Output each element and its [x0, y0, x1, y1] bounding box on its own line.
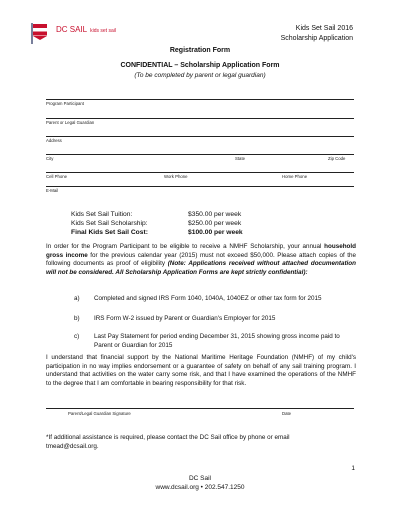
tuition-row [71, 211, 243, 220]
doc-text-a: Completed and signed IRS Form 1040, 1040A, 1040EZ or other tax form for 2015 [94, 295, 322, 302]
phone-line[interactable] [46, 172, 354, 173]
final-cost-value: $100.00 per week [188, 228, 243, 236]
address-line[interactable] [46, 136, 354, 137]
guardian-label: Parent or Legal Guardian [46, 120, 95, 125]
address-label: Address [46, 138, 62, 143]
city-label: City [46, 156, 54, 161]
signal-flag-icon [30, 22, 52, 44]
tuition-value: $350.00 per week [188, 211, 242, 218]
eligibility-text-a: In order for the Program Participant to be eligible to receive a NMHF Scholarship, your annual [46, 243, 325, 250]
eligibility-text-b: household gross income [46, 243, 356, 259]
work-label: Work Phone [164, 174, 188, 179]
scholarship-value: $250.00 per week [188, 219, 242, 227]
form-type: Scholarship Application [280, 35, 353, 42]
home-label: Home Phone [282, 174, 308, 179]
participant-label: Program Participant [46, 101, 84, 106]
confidential-title: CONFIDENTIAL – Scholarship Application Form [120, 62, 280, 69]
footer-org: DC Sail [188, 475, 212, 482]
scholarship-row [71, 220, 243, 229]
form-subtitle: (To be completed by parent or legal guardian) [134, 72, 266, 79]
final-cost-row [71, 229, 243, 238]
doc-marker-c: c) [74, 333, 80, 340]
email-label: E-Mail [46, 188, 59, 193]
email-line[interactable] [46, 186, 354, 187]
assistance-note: *If additional assistance is required, please contact the DC Sail office by phone or email tmead@dcsail.org. [46, 434, 290, 450]
guardian-line[interactable] [46, 118, 354, 119]
tuition-label: Kids Set Sail Tuition: [71, 211, 133, 218]
brand-tagline: kids set sail [90, 28, 116, 34]
scholarship-label: Kids Set Sail Scholarship: [71, 219, 148, 227]
eligibility-note: (Note: Applications received without attached documentation will not be considered. All Scholarship Application Forms are kept strictly confidential): [46, 260, 356, 276]
footer-contact: www.dcsail.org • 202.547.1250 [155, 484, 245, 491]
doc-marker-a: a) [74, 295, 80, 302]
brand-title: DC SAIL [56, 25, 88, 34]
date-label: Date [282, 411, 292, 416]
page-number: 1 [351, 465, 355, 472]
header-right [281, 24, 353, 44]
cell-label: Cell Phone [46, 174, 68, 179]
final-cost-label: Final Kids Set Sail Cost: [71, 228, 148, 236]
doc-marker-b: b) [74, 315, 80, 322]
participant-line[interactable] [46, 99, 354, 100]
signature-line[interactable] [46, 408, 354, 409]
program-name: Kids Set Sail 2016 [295, 25, 353, 32]
registration-title: Registration Form [169, 47, 231, 54]
doc-text-b: IRS Form W-2 issued by Parent or Guardian's Employer for 2015 [94, 315, 276, 322]
logo [30, 22, 52, 44]
brand-name [56, 25, 116, 34]
eligibility-text-c: for the previous calendar year (2015) must not exceed $50,000. Please attach copies of the following documents as proof of eligibility [46, 251, 356, 268]
footer [0, 474, 400, 492]
zip-label: Zip Code [328, 156, 346, 161]
responsibility-paragraph: I understand that financial support by the National Maritime Heritage Foundation (NMHF) of my child's participation in no way implies endorsement or a guarantee of safety on behalf of any sail training program. I understand that activities on the water carry some risk, and that I have examined the operations of the NMHF to the degree that I am comfortable in bearing responsibility for that risk. [46, 354, 356, 387]
signature-label: Parent/Legal Guardian Signature [68, 411, 131, 416]
cost-summary [71, 211, 243, 237]
city-line[interactable] [46, 154, 354, 155]
state-label: State [235, 156, 246, 161]
doc-text-c: Last Pay Statement for period ending December 31, 2015 showing gross income paid to Parent or Guardian for 2015 [94, 333, 340, 349]
eligibility-paragraph [46, 243, 356, 277]
